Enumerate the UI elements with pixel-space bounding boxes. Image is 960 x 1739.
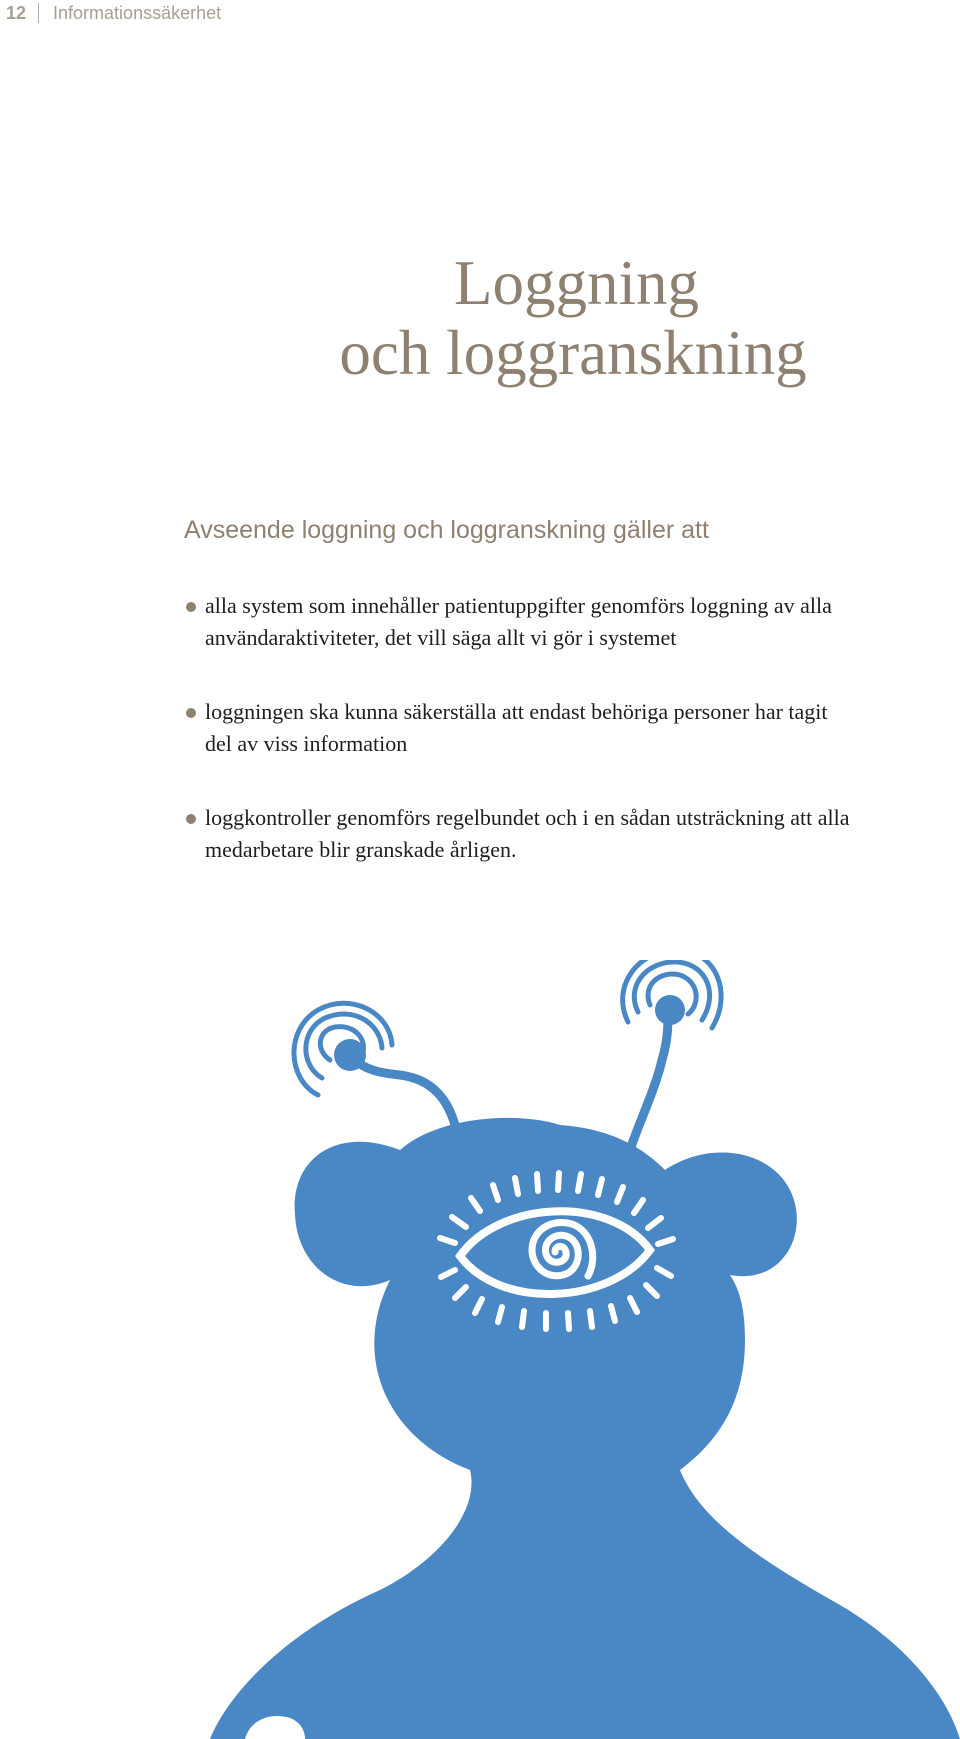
- bullet-list: [184, 590, 960, 908]
- figure-with-eye-illustration: [0, 960, 960, 1739]
- bullet-item: [184, 696, 960, 760]
- running-head: [6, 0, 221, 26]
- page-title-line-2: och loggranskning: [339, 318, 807, 388]
- bullet-item: [184, 802, 960, 866]
- section-title: Informationssäkerhet: [53, 2, 222, 23]
- header-divider: [38, 3, 39, 23]
- bullet-text: loggningen ska kunna säkerställa att endast behöriga personer har tagit del av viss information: [205, 699, 828, 756]
- bullet-icon: [186, 814, 196, 824]
- page-number: 12: [6, 2, 27, 23]
- page-title-line-1: Loggning: [454, 248, 699, 318]
- page-title: [0, 248, 960, 388]
- bullet-text: alla system som innehåller patientuppgifter genomförs loggning av alla användaraktiviteter, det vill säga allt vi gör i systemet: [205, 593, 832, 650]
- bullet-icon: [186, 708, 196, 718]
- bullet-item: [184, 590, 960, 654]
- bullet-text: loggkontroller genomförs regelbundet och i en sådan utsträckning att alla medarbetare blir granskade årligen.: [205, 805, 850, 862]
- bullet-icon: [186, 602, 196, 612]
- intro-heading: Avseende loggning och loggranskning gäller att: [184, 516, 709, 544]
